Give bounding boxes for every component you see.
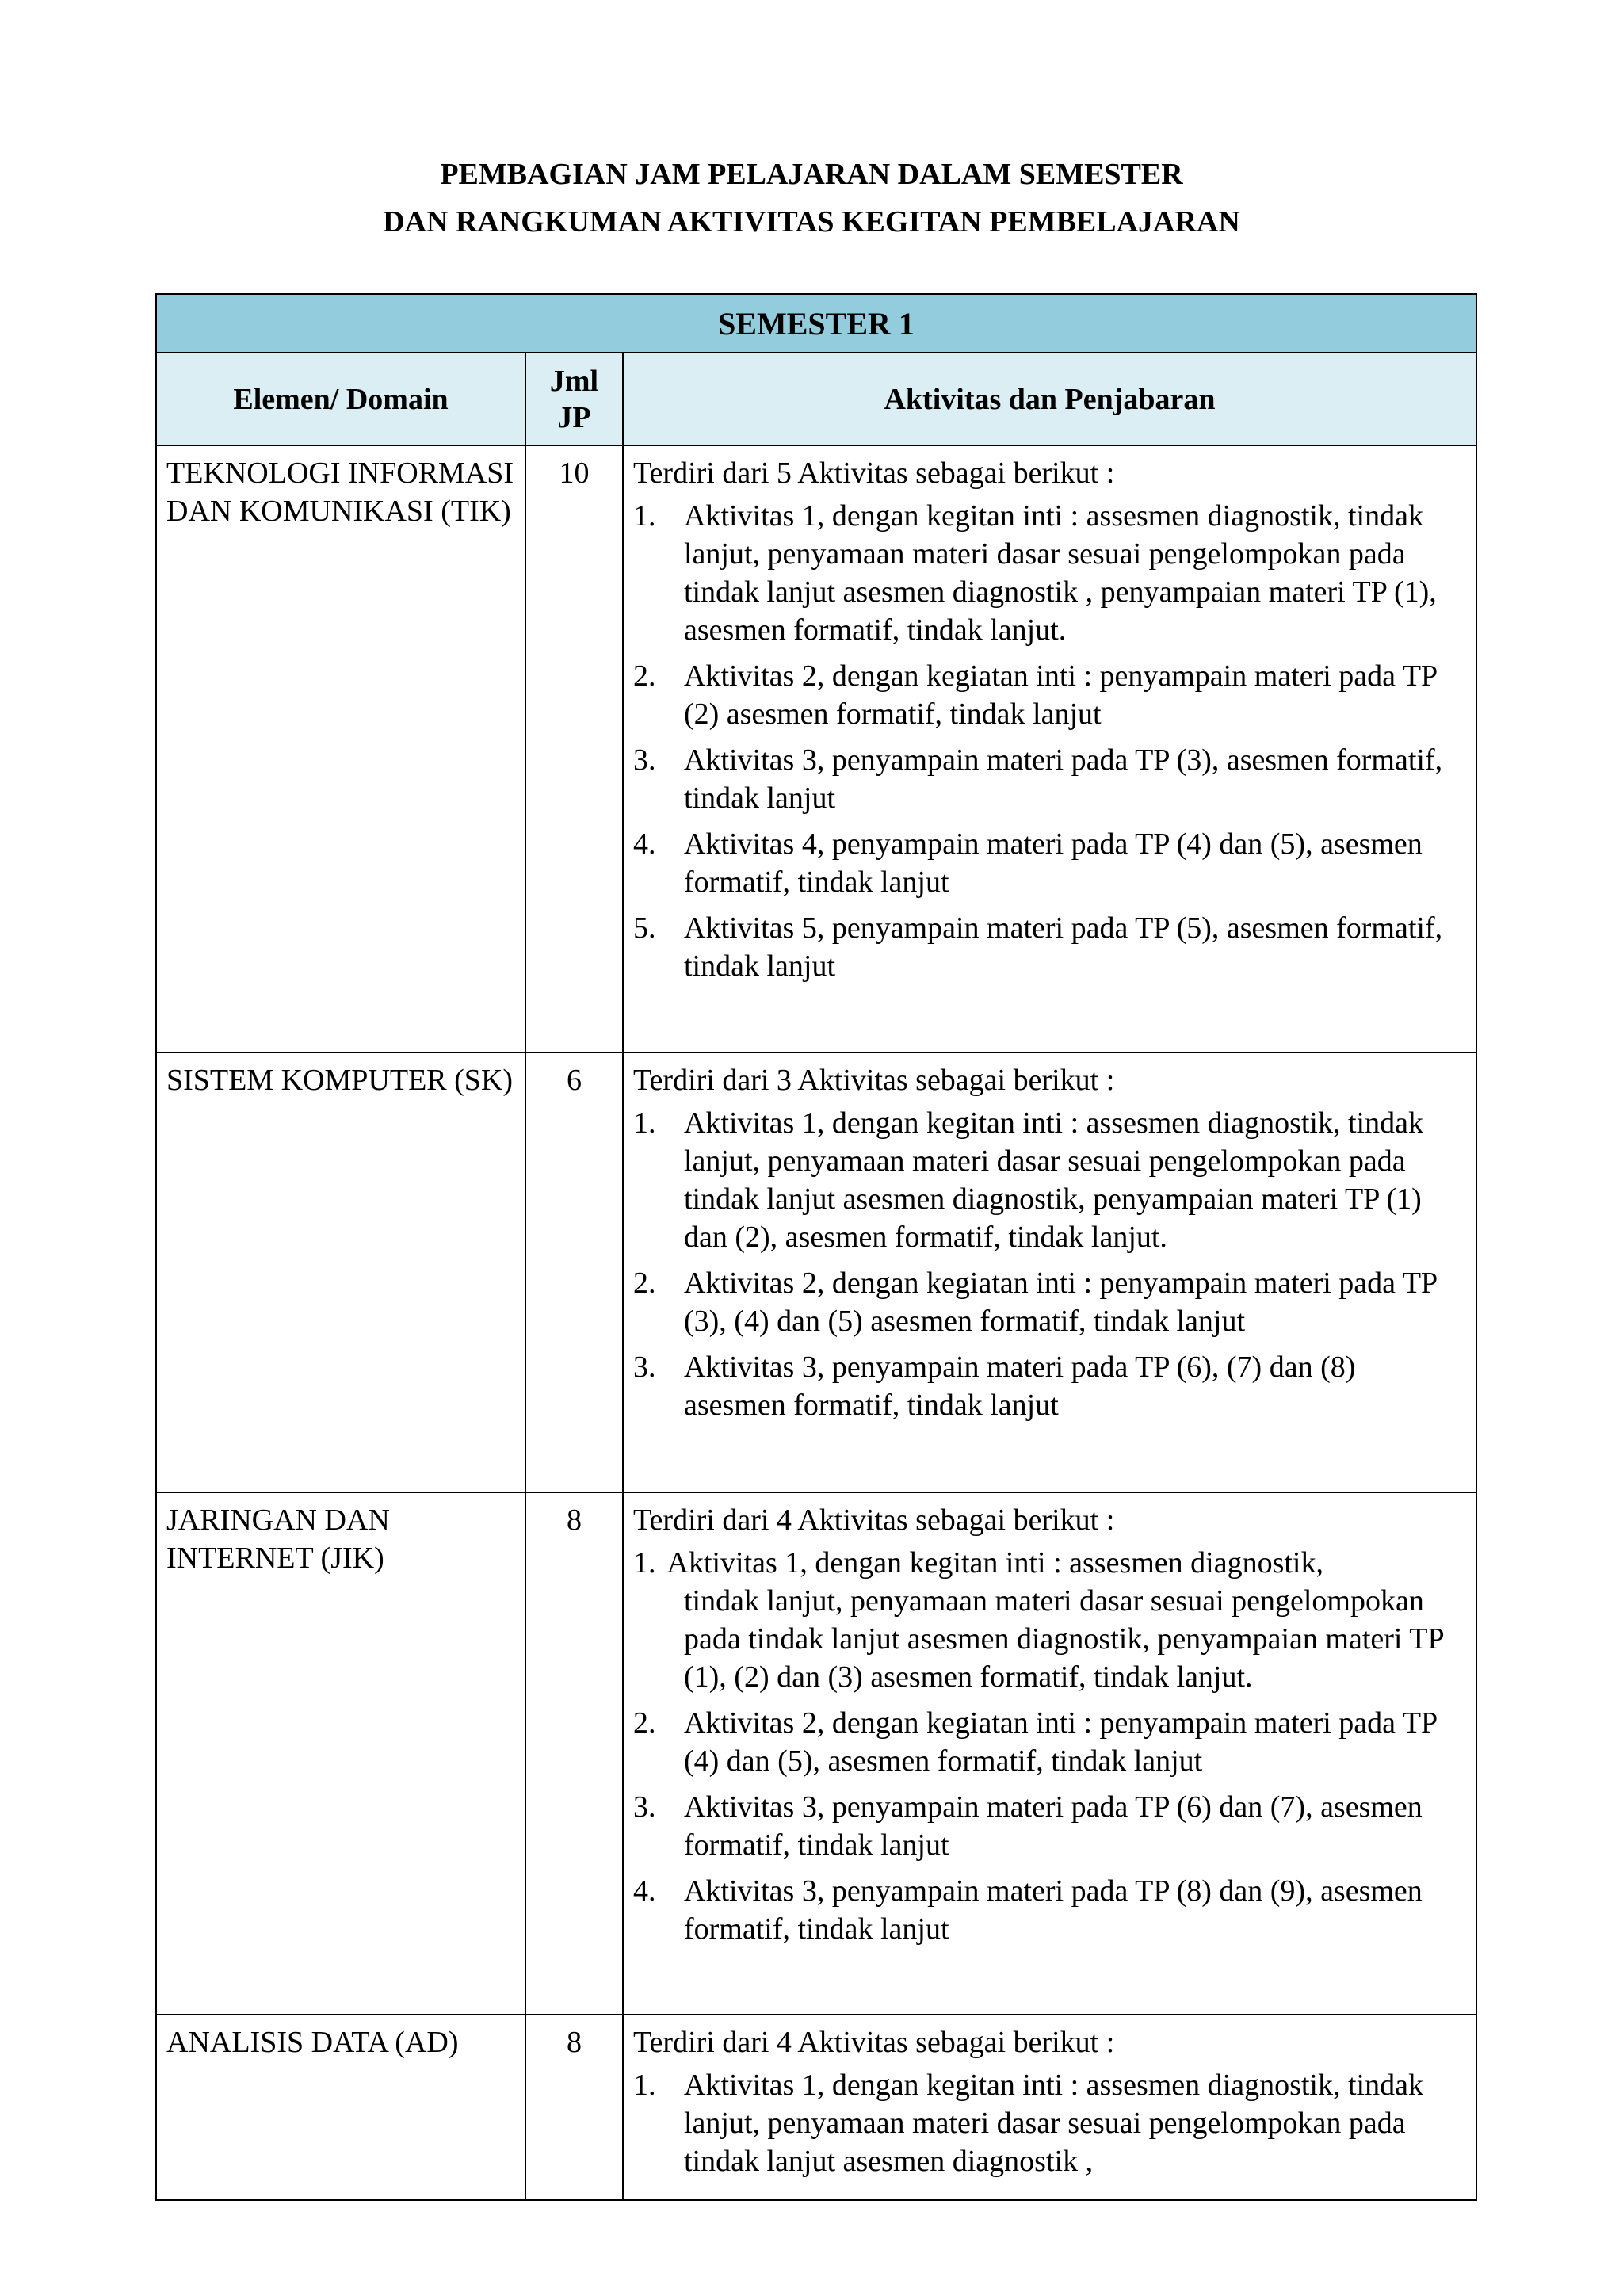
list-item (633, 2066, 1460, 2180)
list-item (633, 1544, 1460, 1696)
jp-cell: 8 (525, 1492, 623, 2015)
jp-cell: 6 (525, 1052, 623, 1492)
item-number: 3. (633, 1790, 656, 1824)
semester-header-row (156, 294, 1476, 353)
table-row (156, 445, 1476, 1052)
header-jp-line2: JP (557, 400, 591, 434)
domain-cell: SISTEM KOMPUTER (SK) (156, 1052, 525, 1492)
item-text: Aktivitas 1, dengan kegitan inti : assesmen diagnostik, tindak lanjut, penyamaan materi dasar sesuai pengelompokan pada tindak lanjut asesmen diagnostik, penyampaian materi TP (1) dan (2), asesmen formatif, tindak lanjut. (684, 1106, 1423, 1254)
activity-intro: Terdiri dari 5 Aktivitas sebagai berikut : (633, 457, 1115, 490)
item-text: Aktivitas 2, dengan kegiatan inti : penyampain materi pada TP (3), (4) dan (5) asesmen formatif, tindak lanjut (684, 1266, 1437, 1338)
item-text: Aktivitas 1, dengan kegitan inti : assesmen diagnostik, tindak lanjut, penyamaan materi dasar sesuai pengelompokan pada tindak lanjut asesmen diagnostik , penyampaian materi TP (1), asesmen formatif, tindak lanjut. (684, 499, 1437, 647)
header-domain: Elemen/ Domain (156, 353, 525, 445)
item-text: Aktivitas 3, penyampain materi pada TP (6) dan (7), asesmen formatif, tindak lanjut (684, 1790, 1423, 1862)
activity-list (633, 2066, 1460, 2180)
table-row (156, 1492, 1476, 2015)
activity-intro: Terdiri dari 3 Aktivitas sebagai berikut : (633, 1064, 1115, 1097)
list-item (633, 1104, 1460, 1256)
item-text: Aktivitas 3, penyampain materi pada TP (8) dan (9), asesmen formatif, tindak lanjut (684, 1874, 1423, 1946)
activity-list (633, 1544, 1460, 1948)
item-number: 4. (633, 827, 656, 861)
column-header-row (156, 353, 1476, 445)
activity-cell (623, 1492, 1476, 2015)
semester-label: SEMESTER 1 (156, 294, 1476, 353)
activity-cell (623, 2015, 1476, 2200)
list-item (633, 1872, 1460, 1948)
item-number: 3. (633, 743, 656, 777)
item-number: 2. (633, 1266, 656, 1300)
list-item (633, 1264, 1460, 1340)
item-number: 2. (633, 659, 656, 693)
item-number: 2. (633, 1706, 656, 1740)
semester-table (155, 293, 1477, 2201)
activity-intro: Terdiri dari 4 Aktivitas sebagai berikut : (633, 1503, 1115, 1537)
item-text: Aktivitas 4, penyampain materi pada TP (4) dan (5), asesmen formatif, tindak lanjut (684, 827, 1423, 899)
item-text: Aktivitas 2, dengan kegiatan inti : penyampain materi pada TP (2) asesmen formatif, tindak lanjut (684, 659, 1437, 731)
list-item (633, 909, 1460, 985)
jp-cell: 10 (525, 445, 623, 1052)
activity-cell (623, 445, 1476, 1052)
list-item (633, 657, 1460, 733)
header-activity: Aktivitas dan Penjabaran (623, 353, 1476, 445)
list-item (633, 825, 1460, 901)
activity-list (633, 497, 1460, 985)
list-item (633, 1788, 1460, 1864)
jp-cell: 8 (525, 2015, 623, 2200)
activity-list (633, 1104, 1460, 1424)
header-jp (525, 353, 623, 445)
activity-cell (623, 1052, 1476, 1492)
document-title (0, 151, 1623, 246)
domain-cell: ANALISIS DATA (AD) (156, 2015, 525, 2200)
item-number: 1. (633, 499, 656, 533)
item-number: 1. (633, 2069, 656, 2102)
item-text: Aktivitas 1, dengan kegitan inti : assesmen diagnostik, tindak lanjut, penyamaan materi dasar sesuai pengelompokan pada tindak lanjut asesmen diagnostik , (684, 2069, 1423, 2178)
item-number: 1. (633, 1546, 656, 1580)
item-number: 3. (633, 1350, 656, 1384)
item-text-rest: tindak lanjut, penyamaan materi dasar sesuai pengelompokan pada tindak lanjut asesmen diagnostik, penyampaian materi TP (1), (2) dan (3) asesmen formatif, tindak lanjut. (684, 1584, 1444, 1694)
item-text-first: Aktivitas 1, dengan kegitan inti : assesmen diagnostik, (666, 1546, 1323, 1580)
item-number: 5. (633, 911, 656, 945)
list-item (633, 741, 1460, 817)
list-item (633, 497, 1460, 649)
item-text: Aktivitas 5, penyampain materi pada TP (5), asesmen formatif, tindak lanjut (684, 911, 1443, 983)
title-line-2: DAN RANGKUMAN AKTIVITAS KEGITAN PEMBELAJARAN (383, 205, 1240, 239)
title-line-1: PEMBAGIAN JAM PELAJARAN DALAM SEMESTER (440, 158, 1183, 191)
item-text: Aktivitas 2, dengan kegiatan inti : penyampain materi pada TP (4) dan (5), asesmen formatif, tindak lanjut (684, 1706, 1437, 1778)
item-number: 4. (633, 1874, 656, 1908)
header-jp-line1: Jml (549, 364, 599, 398)
domain-cell: TEKNOLOGI INFORMASI DAN KOMUNIKASI (TIK) (156, 445, 525, 1052)
list-item (633, 1348, 1460, 1424)
table-row (156, 1052, 1476, 1492)
table-row (156, 2015, 1476, 2200)
domain-cell: JARINGAN DAN INTERNET (JIK) (156, 1492, 525, 2015)
item-text: Aktivitas 3, penyampain materi pada TP (6), (7) dan (8) asesmen formatif, tindak lanjut (684, 1350, 1356, 1422)
list-item (633, 1704, 1460, 1780)
item-number: 1. (633, 1106, 656, 1140)
item-text: Aktivitas 3, penyampain materi pada TP (3), asesmen formatif, tindak lanjut (684, 743, 1443, 815)
activity-intro: Terdiri dari 4 Aktivitas sebagai berikut : (633, 2026, 1115, 2059)
